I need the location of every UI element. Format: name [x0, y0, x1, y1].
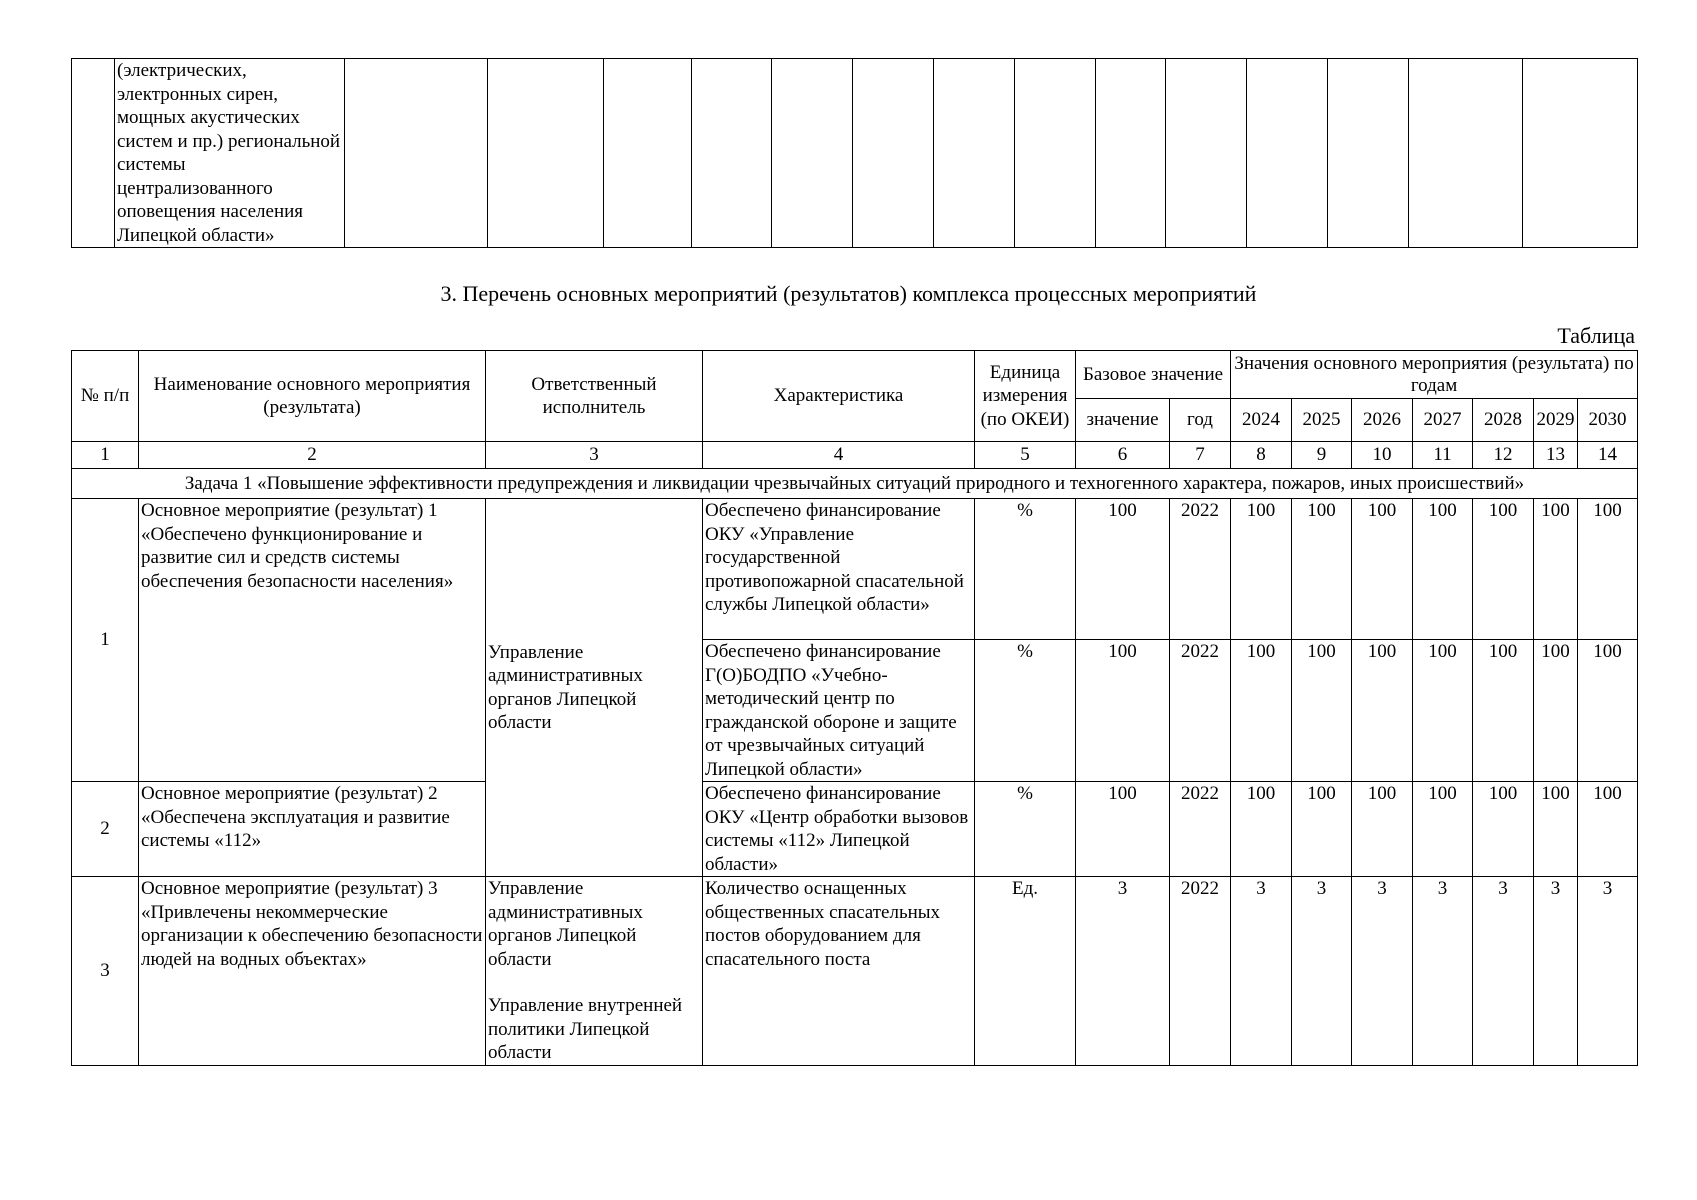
- row-num: 3: [72, 877, 139, 1066]
- row-executor: [486, 877, 703, 1066]
- row-name: Основное мероприятие (результат) 1 «Обеспечено функционирование и развитие сил и средств системы обеспечения безопасности населения»: [139, 499, 486, 782]
- header-year-2024: 2024: [1231, 399, 1292, 442]
- row-unit: %: [975, 782, 1076, 877]
- row-value-2027: 3: [1413, 877, 1473, 1066]
- column-number: 4: [703, 442, 975, 469]
- header-name: Наименование основного мероприятия (результата): [139, 351, 486, 442]
- header-year-2025: 2025: [1292, 399, 1352, 442]
- column-number: 11: [1413, 442, 1473, 469]
- row-value-2029: 100: [1534, 640, 1578, 782]
- header-year-2030: 2030: [1578, 399, 1638, 442]
- row-name: Основное мероприятие (результат) 2 «Обеспечена эксплуатация и развитие системы «112»: [139, 782, 486, 877]
- column-number: 2: [139, 442, 486, 469]
- row-value-2024: 3: [1231, 877, 1292, 1066]
- row-value-2030: 100: [1578, 782, 1638, 877]
- table-row: [72, 782, 1638, 877]
- row-unit: %: [975, 499, 1076, 640]
- row-value-2025: 100: [1292, 499, 1352, 640]
- row-value-2026: 100: [1352, 640, 1413, 782]
- header-base-value: значение: [1076, 399, 1170, 442]
- column-number: 12: [1473, 442, 1534, 469]
- row-value-2028: 100: [1473, 782, 1534, 877]
- row-value-2026: 100: [1352, 499, 1413, 640]
- row-value-2027: 100: [1413, 640, 1473, 782]
- column-number: 3: [486, 442, 703, 469]
- row-executor-1: Управление административных органов Липецкой области: [488, 878, 643, 970]
- task-title: Задача 1 «Повышение эффективности предупреждения и ликвидации чрезвычайных ситуаций природного и техногенного характера, пожаров, иных происшествий»: [72, 469, 1638, 499]
- row-value-2029: 3: [1534, 877, 1578, 1066]
- fragment-row: [72, 59, 1638, 248]
- column-number: 7: [1170, 442, 1231, 469]
- column-number: 13: [1534, 442, 1578, 469]
- row-value-2025: 100: [1292, 782, 1352, 877]
- column-numbers-row: [72, 442, 1638, 469]
- row-value-2026: 3: [1352, 877, 1413, 1066]
- row-num: 1: [72, 499, 139, 782]
- header-base-year: год: [1170, 399, 1231, 442]
- fragment-num-cell: [72, 59, 115, 248]
- row-value-2028: 100: [1473, 499, 1534, 640]
- row-base-year: 2022: [1170, 877, 1231, 1066]
- row-characteristic: Обеспечено финансирование Г(О)БОДПО «Учебно-методический центр по гражданской обороне и защите от чрезвычайных ситуаций Липецкой области»: [703, 640, 975, 782]
- row-unit: %: [975, 640, 1076, 782]
- column-number: 14: [1578, 442, 1638, 469]
- header-year-2026: 2026: [1352, 399, 1413, 442]
- header-years-group: Значения основного мероприятия (результата) по годам: [1231, 351, 1638, 399]
- row-value-2030: 100: [1578, 499, 1638, 640]
- row-value-2026: 100: [1352, 782, 1413, 877]
- row-executor-2: Управление внутренней политики Липецкой области: [488, 995, 683, 1063]
- column-number: 5: [975, 442, 1076, 469]
- row-base-year: 2022: [1170, 499, 1231, 640]
- header-unit: Единица измерения (по ОКЕИ): [975, 351, 1076, 442]
- row-num: 2: [72, 782, 139, 877]
- table-row: [72, 499, 1638, 640]
- row-characteristic: Обеспечено финансирование ОКУ «Центр обработки вызовов системы «112» Липецкой области»: [703, 782, 975, 877]
- row-value-2030: 3: [1578, 877, 1638, 1066]
- row-value-2027: 100: [1413, 782, 1473, 877]
- row-name: Основное мероприятие (результат) 3 «Привлечены некоммерческие организации к обеспечению безопасности людей на водных объектах»: [139, 877, 486, 1066]
- row-value-2028: 3: [1473, 877, 1534, 1066]
- row-value-2025: 100: [1292, 640, 1352, 782]
- row-unit: Ед.: [975, 877, 1076, 1066]
- row-base-value: 100: [1076, 640, 1170, 782]
- row-value-2029: 100: [1534, 499, 1578, 640]
- header-characteristic: Характеристика: [703, 351, 975, 442]
- header-year-2027: 2027: [1413, 399, 1473, 442]
- row-executor: Управление административных органов Липецкой области: [486, 499, 703, 877]
- column-number: 8: [1231, 442, 1292, 469]
- column-number: 10: [1352, 442, 1413, 469]
- section-title: 3. Перечень основных мероприятий (результатов) комплекса процессных мероприятий: [440, 281, 1257, 306]
- header-num: № п/п: [72, 351, 139, 442]
- column-number: 1: [72, 442, 139, 469]
- column-number: 9: [1292, 442, 1352, 469]
- header-base: Базовое значение: [1076, 351, 1231, 399]
- row-value-2030: 100: [1578, 640, 1638, 782]
- main-activities-table: [71, 350, 1638, 1066]
- row-value-2029: 100: [1534, 782, 1578, 877]
- row-base-year: 2022: [1170, 782, 1231, 877]
- previous-table-fragment: [71, 58, 1638, 248]
- row-value-2024: 100: [1231, 499, 1292, 640]
- row-characteristic: Обеспечено финансирование ОКУ «Управление государственной противопожарной спасательной службы Липецкой области»: [703, 499, 975, 640]
- fragment-name-cell: (электрических, электронных сирен, мощных акустических систем и пр.) региональной системы централизованного оповещения населения Липецкой области»: [115, 59, 345, 248]
- header-year-2028: 2028: [1473, 399, 1534, 442]
- header-year-2029: 2029: [1534, 399, 1578, 442]
- task-row: [72, 469, 1638, 499]
- row-value-2028: 100: [1473, 640, 1534, 782]
- row-base-value: 100: [1076, 782, 1170, 877]
- row-characteristic: Количество оснащенных общественных спасательных постов оборудованием для спасательного поста: [703, 877, 975, 1066]
- table-label: Таблица: [1557, 323, 1635, 348]
- header-row-1: [72, 351, 1638, 399]
- row-value-2027: 100: [1413, 499, 1473, 640]
- row-base-value: 100: [1076, 499, 1170, 640]
- column-number: 6: [1076, 442, 1170, 469]
- header-executor: Ответственный исполнитель: [486, 351, 703, 442]
- row-base-value: 3: [1076, 877, 1170, 1066]
- row-value-2024: 100: [1231, 782, 1292, 877]
- row-base-year: 2022: [1170, 640, 1231, 782]
- row-value-2024: 100: [1231, 640, 1292, 782]
- table-row: [72, 877, 1638, 1066]
- row-value-2025: 3: [1292, 877, 1352, 1066]
